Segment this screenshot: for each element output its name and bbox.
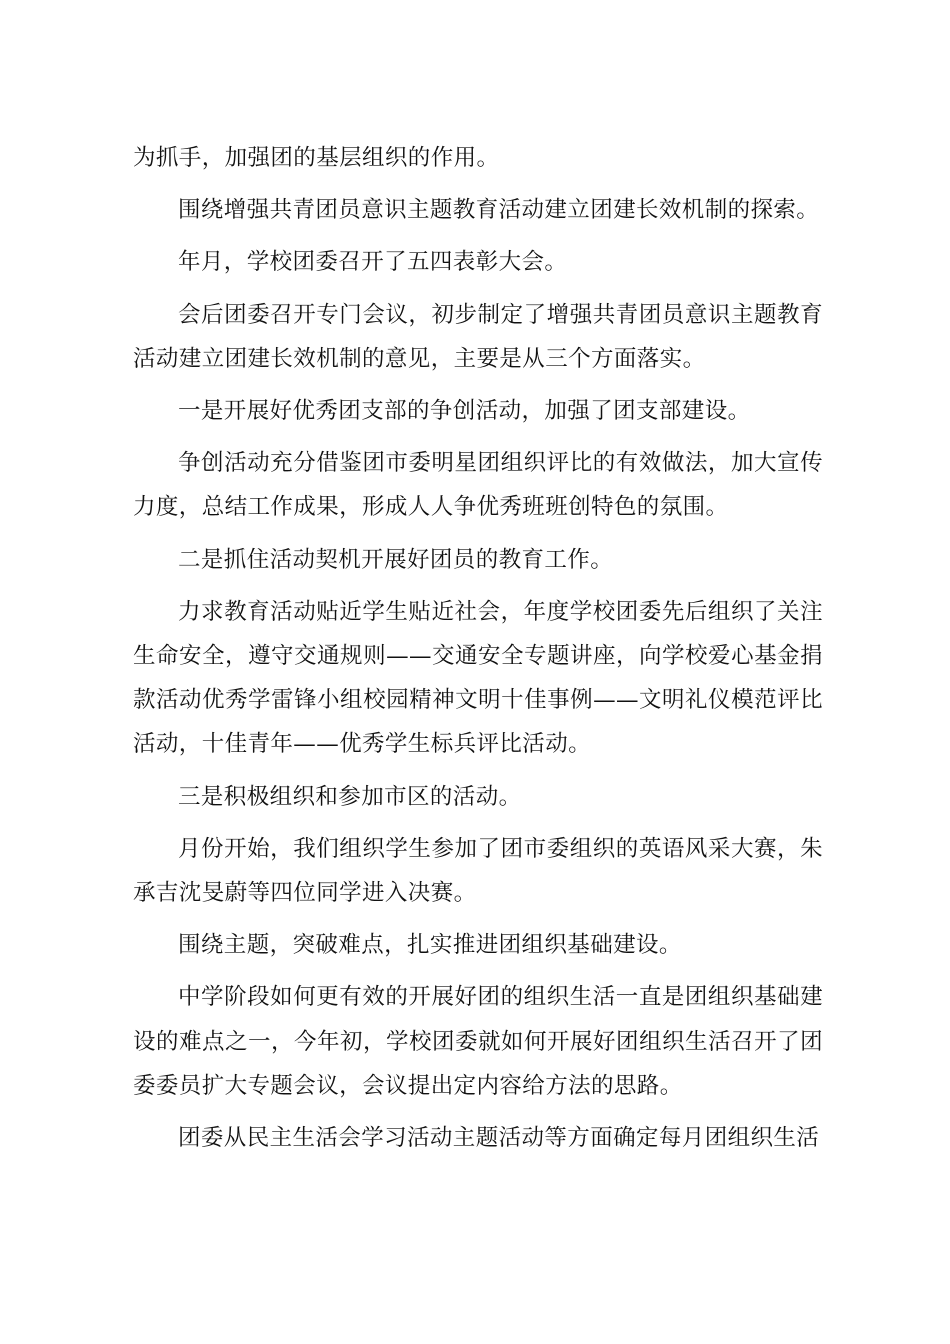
paragraph: 年月，学校团委召开了五四表彰大会。	[178, 249, 568, 276]
paragraph: 围绕主题，突破难点，扎实推进团组织基础建设。	[178, 932, 682, 959]
paragraph: 围绕增强共青团员意识主题教育活动建立团建长效机制的探索。	[178, 197, 820, 224]
paragraph: 为抓手，加强团的基层组织的作用。	[133, 145, 500, 171]
paragraph: 团委从民主生活会学习活动主题活动等方面确定每月团组织生活	[178, 1125, 820, 1152]
paragraph: 月份开始，我们组织学生参加了团市委组织的英语风采大赛，朱承吉沈旻蔚等四位同学进入决赛。	[133, 835, 823, 907]
paragraph: 二是抓住活动契机开展好团员的教育工作。	[178, 546, 614, 573]
paragraph: 一是开展好优秀团支部的争创活动，加强了团支部建设。	[178, 398, 751, 425]
document-body	[133, 136, 823, 1168]
paragraph: 中学阶段如何更有效的开展好团的组织生活一直是团组织基础建设的难点之一，今年初，学校团委就如何开展好团组织生活召开了团委委员扩大专题会议，会议提出定内容给方法的思路。	[133, 984, 823, 1099]
paragraph: 力求教育活动贴近学生贴近社会，年度学校团委先后组织了关注生命安全，遵守交通规则——交通安全专题讲座，向学校爱心基金捐款活动优秀学雷锋小组校园精神文明十佳事例——文明礼仪模范评比活动，十佳青年——优秀学生标兵评比活动。	[133, 598, 823, 758]
paragraph: 争创活动充分借鉴团市委明星团组织评比的有效做法，加大宣传力度，总结工作成果，形成人人争优秀班班创特色的氛围。	[133, 450, 823, 521]
paragraph: 会后团委召开专门会议，初步制定了增强共青团员意识主题教育活动建立团建长效机制的意见，主要是从三个方面落实。	[133, 301, 823, 372]
paragraph: 三是积极组织和参加市区的活动。	[178, 783, 522, 810]
